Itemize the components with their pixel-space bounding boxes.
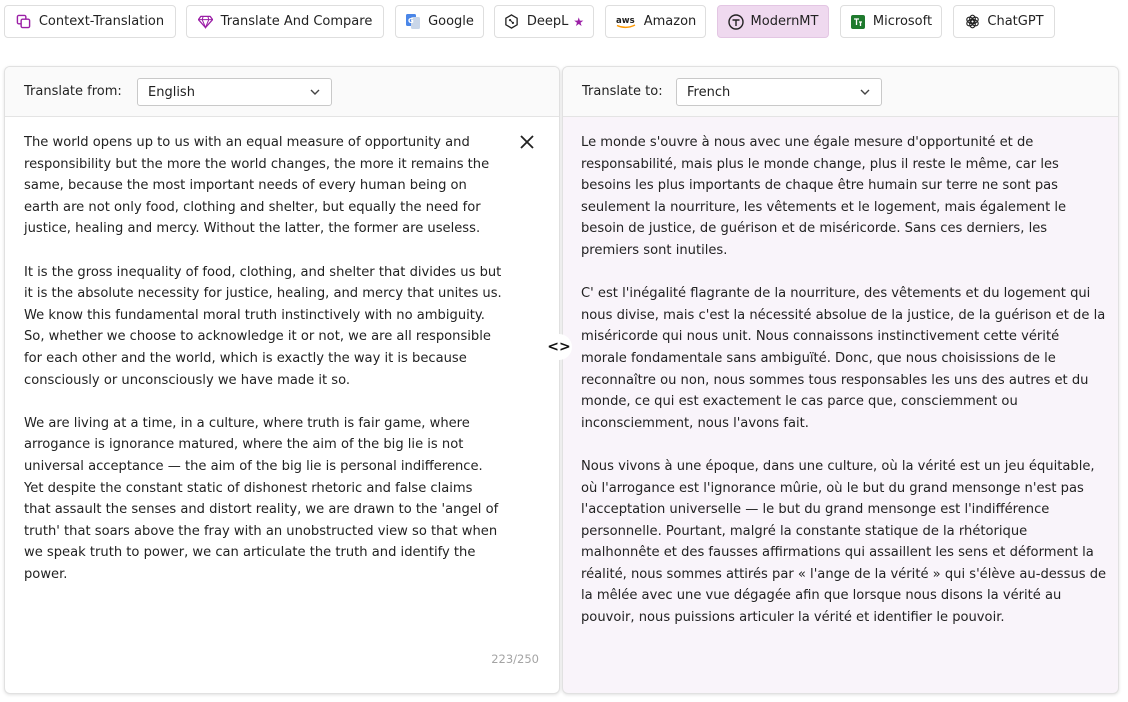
translate-to-label: Translate to: xyxy=(582,84,663,99)
translation-output xyxy=(581,132,1109,650)
chevron-down-icon xyxy=(859,86,871,98)
tab-microsoft[interactable] xyxy=(840,5,942,38)
deepl-icon xyxy=(504,14,520,30)
tab-label: Amazon xyxy=(643,14,697,29)
svg-text:G: G xyxy=(408,17,414,25)
translation-paragraph: C' est l'inégalité flagrante de la nourriture, des vêtements et du logement qui nous divise, mais c'est la nécessité absolue de la justice, de la guérison et de la miséricorde qui nous unit. Nous connaissons instinctivement cette vérité morale fondamentale sans ambiguïté. Donc, que nous choisissions de le reconnaître ou non, nous sommes tous responsables les uns des autres et du monde, ce qui est exactement le cas parce que, consciemment ou inconsciemment, nous l'avons fait. xyxy=(581,286,1106,431)
tab-label: DeepL xyxy=(526,14,569,29)
translation-paragraph: Le monde s'ouvre à nous avec une égale mesure d'opportunité et de responsabilité, mais plus le monde change, plus il reste le même, car les besoins les plus importants de chaque être humain sur terre ne sont pas seulement la nourriture, les vêtements et le logement, mais également le besoin de justice, de guérison et de miséricorde. Sans ces derniers, les premiers sont inutiles. xyxy=(581,135,1067,258)
tab-label: Google xyxy=(428,14,474,29)
chatgpt-icon xyxy=(964,14,980,30)
source-language-select[interactable] xyxy=(137,78,332,106)
swap-languages-button[interactable] xyxy=(546,334,572,360)
source-panel xyxy=(4,66,560,694)
translation-paragraph: Nous vivons à une époque, dans une culture, où la vérité est un jeu équitable, où l'arrogance est l'ignorance mûrie, où le but du grand mensonge n'est pas l'acceptation universelle — le but du grand mensonge est l'indifférence personnelle. Pourtant, malgré la constante statique de la rhétorique malhonnête et des fausses affirmations qui assaillent les sens et déforment la réalité, nous sommes attirés par « l'ange de la vérité » qui s'élève au-dessus de la mêlée avec une vue dégagée afin que lorsque nous disons la vérité au pouvoir, nous puissions articuler la vérité et identifier le pouvoir. xyxy=(581,458,1107,626)
swap-languages-icon: <> xyxy=(547,339,571,355)
source-panel-header xyxy=(5,67,559,117)
source-language-value: English xyxy=(148,84,195,100)
tab-google[interactable] xyxy=(395,5,484,38)
tab-label: Microsoft xyxy=(872,14,933,29)
tab-amazon[interactable] xyxy=(605,5,706,38)
diamond-icon xyxy=(198,14,214,30)
source-paragraph: We are living at a time, in a culture, where truth is fair game, where arrogance is ignorance matured, where the aim of the big lie is not universal acceptance — the aim of the big lie is personal indifference. Yet despite the constant static of dishonest rhetoric and false claims that assault the senses and distort reality, we are drawn to the 'angel of truth' that soars above the fray with an unobstructed view so that when we speak truth to power, we can articulate the truth and identify the power. xyxy=(24,415,499,582)
target-language-value: French xyxy=(687,84,731,100)
microsoft-icon xyxy=(850,14,866,30)
tab-context-translation[interactable] xyxy=(4,5,176,38)
provider-tab-bar xyxy=(0,0,1128,44)
clear-text-button[interactable] xyxy=(517,132,537,152)
close-icon xyxy=(520,135,534,149)
tab-modernmt[interactable] xyxy=(717,5,829,38)
source-text-input[interactable] xyxy=(24,132,502,607)
target-panel-header xyxy=(563,67,1118,117)
google-translate-icon xyxy=(405,14,421,30)
source-paragraph: It is the gross inequality of food, clothing, and shelter that divides us but it is the absolute necessity for justice, healing, and mercy that unites us. We know this fundamental moral truth instinctively with no ambiguity. So, whether we choose to acknowledge it or not, we are all responsible for each other and the world, which is exactly the way it is because consciously or unconsciously we have made it so. xyxy=(24,264,502,388)
tab-label: Translate And Compare xyxy=(220,14,373,29)
tab-label: ModernMT xyxy=(750,14,819,29)
modernmt-icon xyxy=(728,14,744,30)
tab-label: ChatGPT xyxy=(987,14,1044,29)
aws-icon xyxy=(615,14,637,30)
tab-chatgpt[interactable] xyxy=(953,5,1055,38)
star-icon: ★ xyxy=(573,14,585,29)
chevron-down-icon xyxy=(309,86,321,98)
copy-icon xyxy=(16,14,32,30)
tab-translate-and-compare[interactable] xyxy=(186,5,384,38)
character-counter: 223/250 xyxy=(491,652,539,666)
tab-deepl[interactable] xyxy=(494,5,594,38)
target-panel xyxy=(562,66,1119,694)
target-language-select[interactable] xyxy=(676,78,882,106)
translate-from-label: Translate from: xyxy=(24,84,122,99)
tab-label: Context-Translation xyxy=(38,14,165,29)
source-paragraph: The world opens up to us with an equal measure of opportunity and responsibility but the more the world changes, the more it remains the same, because the most important needs of every human being on earth are not only food, clothing and shelter, but equally the need for justice, healing and mercy. Without the latter, the former are useless. xyxy=(24,135,490,237)
aws-icon-text: aws xyxy=(615,15,635,26)
